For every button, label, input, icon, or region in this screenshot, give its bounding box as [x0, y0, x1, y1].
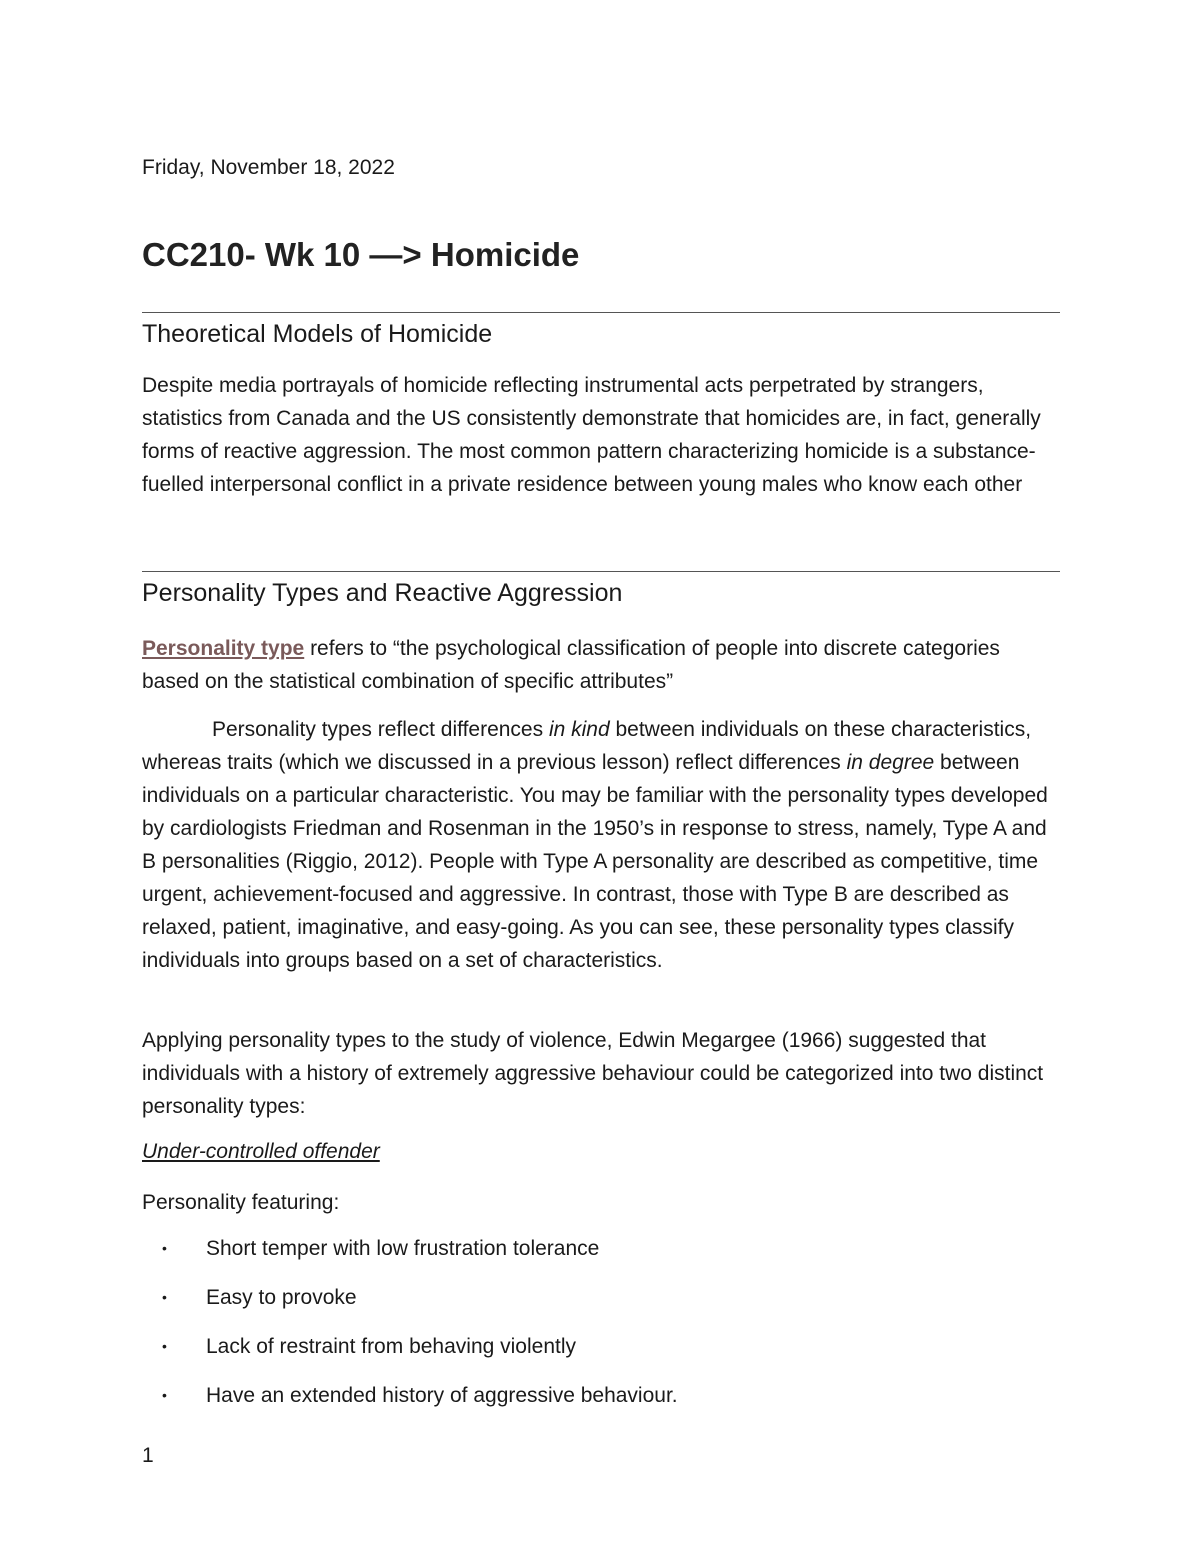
- bullet-icon: •: [162, 1338, 167, 1354]
- bullet-icon: •: [162, 1387, 167, 1403]
- section-heading-personality-types: Personality Types and Reactive Aggression: [142, 579, 623, 607]
- section-divider: [142, 571, 1060, 572]
- list-item: [142, 1379, 1062, 1428]
- list-item-text: Lack of restraint from behaving violently: [206, 1335, 577, 1358]
- theoretical-models-paragraph: Despite media portrayals of homicide reflecting instrumental acts perpetrated by strangers, statistics from Canada and the US consistently demonstrate that homicides are, in fact, generally forms of reactive aggression. The most common pattern characterizing homicide is a substance-fuelled interpersonal conflict in a private residence between young males who know each other: [142, 374, 1041, 496]
- definition-text: refers to “the psychological classification of people into discrete categories based on the statistical combination of specific attributes”: [142, 637, 1000, 693]
- paragraph-text: between individuals on a particular characteristic. You may be familiar with the personality types developed by cardiologists Friedman and Rosenman in the 1950’s in response to stress, namely, Type A and B personalities (Riggio, 2012). People with Type A personality are described as competitive, time urgent, achievement-focused and aggressive. In contrast, those with Type B are described as relaxed, patient, imaginative, and easy-going. As you can see, these personality types classify individuals into groups based on a set of characteristics.: [142, 751, 1048, 972]
- page-number: 1: [142, 1444, 154, 1467]
- list-item-text: Short temper with low frustration tolerance: [206, 1237, 600, 1260]
- personality-features-list: [142, 1232, 1062, 1428]
- personality-type-term-link[interactable]: Personality type: [142, 637, 305, 660]
- personality-featuring-label: Personality featuring:: [142, 1191, 340, 1214]
- personality-types-paragraph: [142, 713, 1062, 977]
- under-controlled-offender-heading: Under-controlled offender: [142, 1140, 380, 1163]
- list-item-text: Have an extended history of aggressive behaviour.: [206, 1384, 678, 1407]
- list-item: [142, 1232, 1062, 1281]
- bullet-icon: •: [162, 1240, 167, 1256]
- paragraph-text: Personality types reflect differences: [212, 718, 549, 741]
- emphasis-in-kind: in kind: [548, 718, 610, 741]
- paragraph-text: between individuals on these characteristics, whereas traits (which we discussed in a previous lesson) reflect differences: [142, 718, 1032, 774]
- list-item: [142, 1330, 1062, 1379]
- emphasis-in-degree: in degree: [846, 751, 935, 774]
- bullet-icon: •: [162, 1289, 167, 1305]
- list-item-text: Easy to provoke: [206, 1286, 357, 1309]
- section-divider: [142, 312, 1060, 313]
- document-date: Friday, November 18, 2022: [142, 156, 395, 179]
- section-heading-theoretical-models: Theoretical Models of Homicide: [142, 320, 493, 348]
- megargee-paragraph: Applying personality types to the study of violence, Edwin Megargee (1966) suggested that individuals with a history of extremely aggressive behaviour could be categorized into two distinct personality types:: [142, 1029, 1044, 1118]
- personality-type-definition: [142, 632, 1062, 698]
- document-title: CC210- Wk 10 —> Homicide: [142, 236, 580, 273]
- list-item: [142, 1281, 1062, 1330]
